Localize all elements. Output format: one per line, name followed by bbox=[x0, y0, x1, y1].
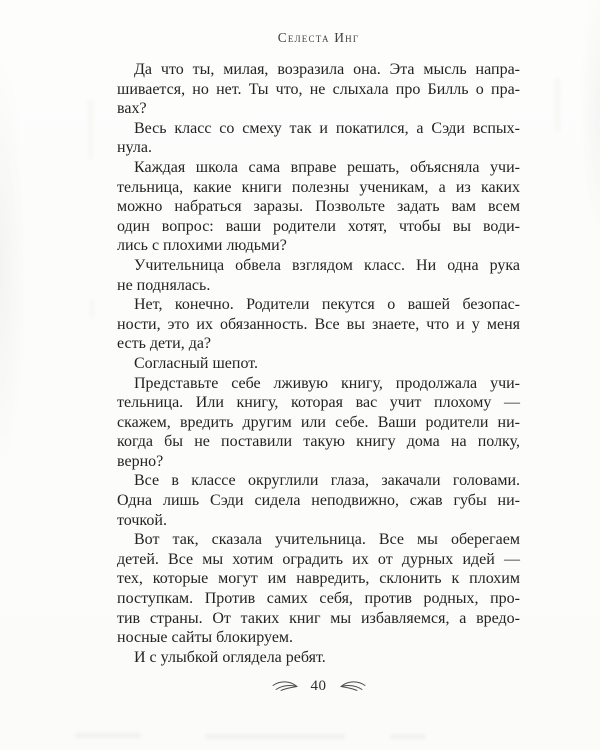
paragraph bbox=[117, 158, 520, 256]
text-line: вах? bbox=[117, 100, 147, 118]
text-line: ности, это их обязанность. Все вы знаете, что и у меня bbox=[117, 315, 520, 333]
text-line: есть дети, да? bbox=[117, 335, 212, 353]
paragraph bbox=[117, 530, 520, 648]
paragraph bbox=[117, 60, 520, 119]
paragraph bbox=[117, 119, 520, 158]
text-line: Учительница обвела взглядом класс. Ни одна рука bbox=[134, 256, 520, 274]
paragraph bbox=[117, 471, 520, 530]
swash-flourish-right-icon bbox=[340, 680, 366, 692]
paragraph bbox=[117, 648, 520, 668]
page-footer bbox=[117, 677, 520, 695]
text-line: тех, которые могут им навредить, склонить к плохим bbox=[117, 570, 520, 588]
body-text bbox=[117, 60, 520, 667]
text-line: Представьте себе лживую книгу, продолжала учи- bbox=[134, 374, 520, 392]
text-line: тельница. Или книгу, которая вас учит плохому — bbox=[117, 394, 520, 412]
text-line: скажем, вредить другим или себе. Ваши родители ни- bbox=[117, 413, 520, 431]
text-line: можно набраться заразы. Позвольте задать вам всем bbox=[117, 198, 520, 216]
text-line: носные сайты блокируем. bbox=[117, 629, 294, 647]
text-line: Одна лишь Сэди сидела неподвижно, сжав губы ни- bbox=[117, 492, 520, 510]
text-line: Согласный шепот. bbox=[134, 354, 259, 372]
swash-flourish-left-icon bbox=[272, 680, 298, 692]
text-line: верно? bbox=[117, 452, 164, 470]
text-line: Нет, конечно. Родители пекутся о вашей безопас- bbox=[134, 296, 520, 314]
scan-artifact bbox=[555, 78, 560, 133]
paragraph bbox=[117, 354, 520, 374]
paragraph bbox=[117, 295, 520, 354]
text-line: один вопрос: ваши родители хотят, чтобы вы води- bbox=[117, 217, 520, 235]
text-line: Каждая школа сама вправе решать, объясняла учи- bbox=[134, 158, 520, 176]
text-line: Все в классе округлили глаза, закачали головами. bbox=[134, 472, 520, 490]
text-line: Да что ты, милая, возразила она. Эта мысль напра- bbox=[134, 61, 520, 78]
text-line: когда бы не поставили такую книгу дома на полку, bbox=[117, 433, 520, 451]
text-line: нула. bbox=[117, 139, 152, 157]
scan-artifact bbox=[205, 734, 345, 739]
scan-artifact bbox=[88, 100, 93, 160]
text-line: детей. Все мы хотим оградить их от дурных идей — bbox=[117, 550, 520, 568]
text-line: тив страны. От таких книг мы избавляемся, а вредо- bbox=[117, 609, 520, 627]
scan-artifact bbox=[390, 734, 426, 739]
text-line: лись с плохими людьми? bbox=[117, 237, 287, 255]
text-line: точкой. bbox=[117, 511, 167, 529]
paragraph bbox=[117, 374, 520, 472]
text-line: не поднялась. bbox=[117, 276, 211, 294]
paragraph bbox=[117, 256, 520, 295]
running-header: Селеста Инг bbox=[277, 30, 360, 45]
page-number: 40 bbox=[310, 678, 327, 694]
text-line: Весь класс со смеху так и покатился, а Сэди вспых- bbox=[134, 119, 520, 137]
text-line: Вот так, сказала учительница. Все мы оберегаем bbox=[134, 531, 520, 549]
text-line: тельница, какие книги полезны ученикам, а из каких bbox=[117, 178, 520, 196]
scan-artifact bbox=[90, 300, 94, 318]
text-line: поступкам. Против самих себя, против родных, про- bbox=[117, 590, 520, 608]
text-line: шивается, но нет. Ты что, не слыхала про Билль о пра- bbox=[117, 80, 520, 98]
scan-artifact bbox=[75, 733, 141, 738]
text-line: И с улыбкой оглядела ребят. bbox=[134, 648, 326, 666]
